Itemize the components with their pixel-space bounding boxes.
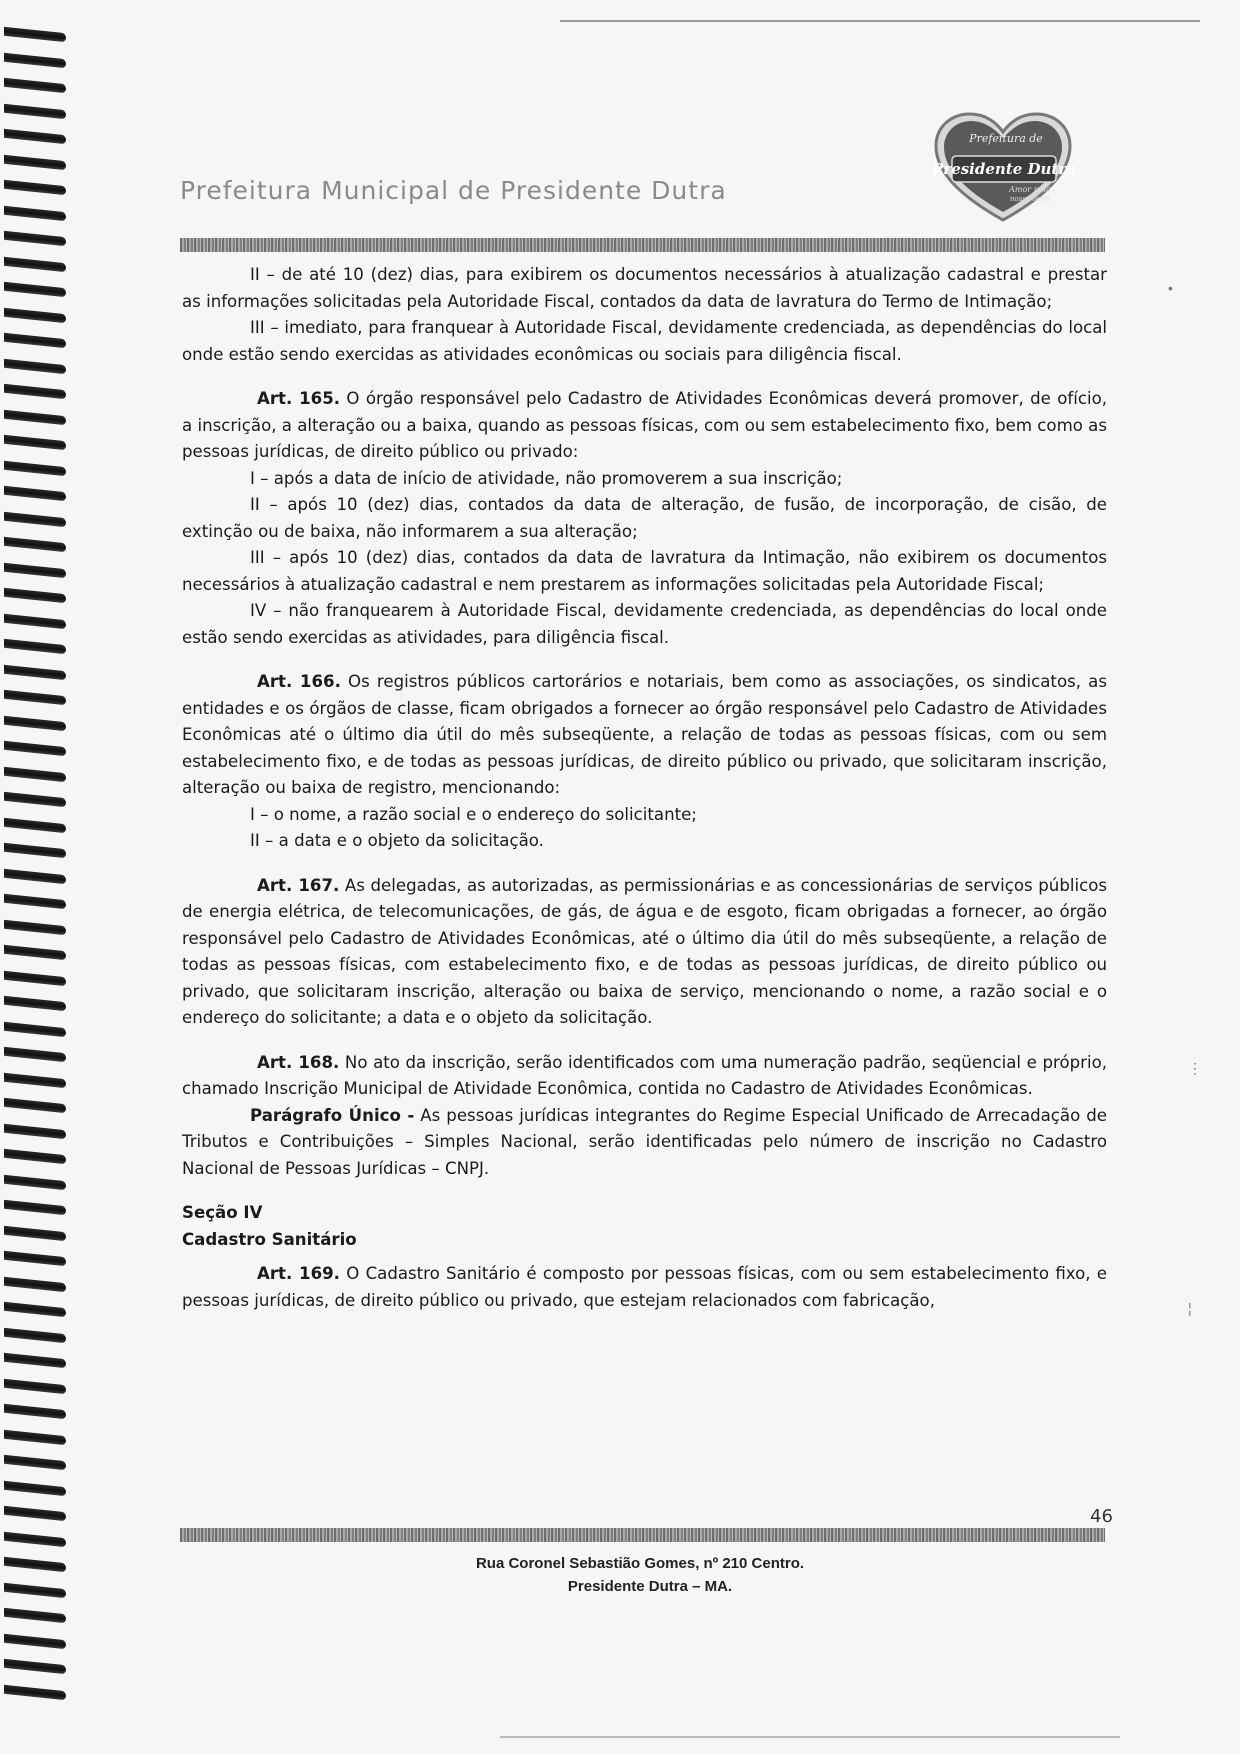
- binding-coil: [4, 1021, 66, 1037]
- article-168-label: Art. 168.: [257, 1052, 340, 1072]
- binding-coil: [4, 1200, 66, 1216]
- article-166-text: Os registros públicos cartorários e notariais, bem como as associações, os sindicatos, as entidades e os órgãos de classe, ficam obrigados a fornecer ao órgão responsável pelo Cadastro de Atividades Econômicas até o último dia útil do mês subseqüente, a relação de todas as pessoas físicas, com ou sem estabelecimento fixo, e de todas as pessoas jurídicas, de direito público ou privado, que solicitaram inscrição, alteração ou baixa de registro, mencionando:: [182, 672, 1107, 797]
- spiral-binding: [0, 30, 70, 1730]
- binding-coil: [4, 562, 66, 578]
- paragrafo-unico-text: As pessoas jurídicas integrantes do Regime Especial Unificado de Arrecadação de Tributos e Contribuições – Simples Nacional, serão identificadas pelo número de inscrição no Cadastro Nacional de Pessoas Jurídicas – CNPJ.: [182, 1105, 1108, 1178]
- binding-coil: [4, 537, 66, 553]
- binding-coil: [4, 970, 66, 986]
- article-165-item-iv: IV – não franquearem à Autoridade Fiscal, devidamente credenciada, as dependências do local onde estão sendo exercidas as atividades, para diligência fiscal.: [182, 601, 1107, 647]
- municipal-logo: [930, 108, 1076, 226]
- binding-coil: [4, 1327, 66, 1343]
- header-divider-band: [180, 238, 1105, 252]
- article-165-text: O órgão responsável pelo Cadastro de Atividades Econômicas deverá promover, de ofício, a inscrição, a alteração ou a baixa, quando as pessoas físicas, com ou sem estabelecimento fixo, bem como as pessoas jurídicas, de direito público ou privado:: [182, 389, 1107, 461]
- article-165-item-iii: III – após 10 (dez) dias, contados da data de lavratura da Intimação, não exibirem os documentos necessários à atualização cadastral e nem prestarem as informações solicitadas pela Autoridade Fiscal;: [182, 548, 1107, 594]
- binding-coil: [4, 486, 66, 502]
- binding-coil: [4, 613, 66, 629]
- article-168-text: No ato da inscrição, serão identificados com uma numeração padrão, seqüencial e próprio, chamado Inscrição Municipal de Atividade Econômica, contida no Cadastro de Atividades Econômicas.: [182, 1052, 1107, 1098]
- binding-coil: [4, 103, 66, 119]
- binding-coil: [4, 766, 66, 782]
- binding-coil: [4, 690, 66, 706]
- binding-coil: [4, 1659, 66, 1675]
- article-165-item-ii: II – após 10 (dez) dias, contados da data de alteração, de fusão, de incorporação, de cisão, de extinção ou de baixa, não informarem a sua alteração;: [182, 495, 1107, 541]
- binding-coil: [4, 1404, 66, 1420]
- logo-text-line4: nossa terra: [1009, 195, 1051, 203]
- footer-address: Rua Coronel Sebastião Gomes, nº 210 Centro.: [475, 1555, 805, 1572]
- binding-coil: [4, 588, 66, 604]
- paragrafo-unico-label: Parágrafo Único -: [250, 1105, 415, 1125]
- binding-coil: [4, 1149, 66, 1165]
- binding-coil: [4, 1378, 66, 1394]
- binding-coil: [4, 78, 66, 94]
- binding-coil: [4, 1174, 66, 1190]
- binding-coil: [4, 511, 66, 527]
- article-169-label: Art. 169.: [257, 1264, 340, 1283]
- article-166: [182, 669, 1107, 802]
- binding-coil: [4, 435, 66, 451]
- article-166-item-i: I – o nome, a razão social e o endereço do solicitante;: [250, 804, 697, 824]
- binding-coil: [4, 205, 66, 221]
- binding-coil: [4, 1455, 66, 1471]
- paragraph-item-ii: II – de até 10 (dez) dias, para exibirem os documentos necessários à atualização cadastral e prestar as informações solicitadas pela Autoridade Fiscal, contados da data de lavratura do Termo de Intimação;: [182, 265, 1107, 311]
- binding-coil: [4, 1276, 66, 1292]
- binding-coil: [4, 1353, 66, 1369]
- section-subtitle: Cadastro Sanitário: [182, 1229, 357, 1249]
- binding-coil: [4, 1506, 66, 1522]
- binding-coil: [4, 741, 66, 757]
- page-header-title: Prefeitura Municipal de Presidente Dutra: [180, 176, 727, 205]
- article-167-text: As delegadas, as autorizadas, as permissionárias e as concessionárias de serviços públicos de energia elétrica, de telecomunicações, de gás, de água e de esgoto, ficam obrigadas a fornecer, ao órgão responsável pelo Cadastro de Atividades Econômicas, até o último dia útil do mês subseqüente, a relação de todas as pessoas físicas, com estabelecimento fixo, e de todas as pessoas jurídicas, de direito público ou privado, que solicitaram inscrição, alteração ou baixa de serviço, mencionando o nome, a razão social e o endereço do solicitante; a data e o objeto da solicitação.: [182, 875, 1107, 1027]
- binding-coil: [4, 715, 66, 731]
- binding-coil: [4, 1098, 66, 1114]
- scan-speck: ¦: [1188, 1300, 1192, 1316]
- binding-coil: [4, 180, 66, 196]
- logo-text-line1: Prefeitura de: [969, 132, 1043, 145]
- binding-coil: [4, 919, 66, 935]
- article-166-label: Art. 166.: [257, 672, 341, 691]
- article-167: [182, 873, 1107, 1032]
- binding-coil: [4, 1072, 66, 1088]
- binding-coil: [4, 256, 66, 272]
- binding-coil: [4, 1608, 66, 1624]
- binding-coil: [4, 52, 66, 68]
- binding-coil: [4, 154, 66, 170]
- binding-coil: [4, 945, 66, 961]
- binding-coil: [4, 1251, 66, 1267]
- binding-coil: [4, 129, 66, 145]
- scan-speck: •: [1168, 280, 1173, 296]
- bottom-rule: [500, 1736, 1120, 1738]
- page-number: 46: [1090, 1506, 1113, 1527]
- top-rule: [560, 20, 1200, 22]
- binding-coil: [4, 996, 66, 1012]
- binding-coil: [4, 1429, 66, 1445]
- binding-coil: [4, 384, 66, 400]
- binding-coil: [4, 843, 66, 859]
- article-169: [182, 1261, 1107, 1314]
- article-169-text: O Cadastro Sanitário é composto por pessoas físicas, com ou sem estabelecimento fixo, e pessoas jurídicas, de direito público ou privado, que estejam relacionados com fabricação,: [182, 1264, 1107, 1310]
- article-165-item-i: I – após a data de início de atividade, não promoverem a sua inscrição;: [250, 468, 843, 488]
- binding-coil: [4, 358, 66, 374]
- binding-coil: [4, 868, 66, 884]
- binding-coil: [4, 27, 66, 43]
- logo-text-line2: Presidente Dutra: [932, 160, 1076, 178]
- binding-coil: [4, 1684, 66, 1700]
- binding-coil: [4, 639, 66, 655]
- binding-coil: [4, 1123, 66, 1139]
- article-165: [182, 386, 1107, 466]
- binding-coil: [4, 282, 66, 298]
- binding-coil: [4, 1480, 66, 1496]
- paragrafo-unico: [182, 1103, 1107, 1183]
- binding-coil: [4, 307, 66, 323]
- binding-coil: [4, 231, 66, 247]
- article-168: [182, 1050, 1107, 1103]
- scan-speck: ⋮: [1188, 1060, 1202, 1076]
- binding-coil: [4, 1047, 66, 1063]
- article-166-item-ii: II – a data e o objeto da solicitação.: [250, 831, 544, 850]
- footer-city: Presidente Dutra – MA.: [567, 1578, 733, 1595]
- binding-coil: [4, 1302, 66, 1318]
- binding-coil: [4, 460, 66, 476]
- footer-divider-band: [180, 1528, 1105, 1542]
- paragraph-item-iii: III – imediato, para franquear à Autoridade Fiscal, devidamente credenciada, as dependências do local onde estão sendo exercidas as atividades econômicas ou sociais para diligência fiscal.: [182, 318, 1107, 364]
- binding-coil: [4, 409, 66, 425]
- document-body: [182, 262, 1107, 1314]
- binding-coil: [4, 817, 66, 833]
- logo-text-line3: Amor pela: [1009, 185, 1051, 194]
- binding-coil: [4, 1633, 66, 1649]
- binding-coil: [4, 1225, 66, 1241]
- article-167-label: Art. 167.: [257, 875, 340, 895]
- binding-coil: [4, 333, 66, 349]
- binding-coil: [4, 894, 66, 910]
- binding-coil: [4, 1531, 66, 1547]
- section-title: Seção IV: [182, 1203, 263, 1222]
- binding-coil: [4, 664, 66, 680]
- binding-coil: [4, 792, 66, 808]
- article-165-label: Art. 165.: [257, 389, 341, 408]
